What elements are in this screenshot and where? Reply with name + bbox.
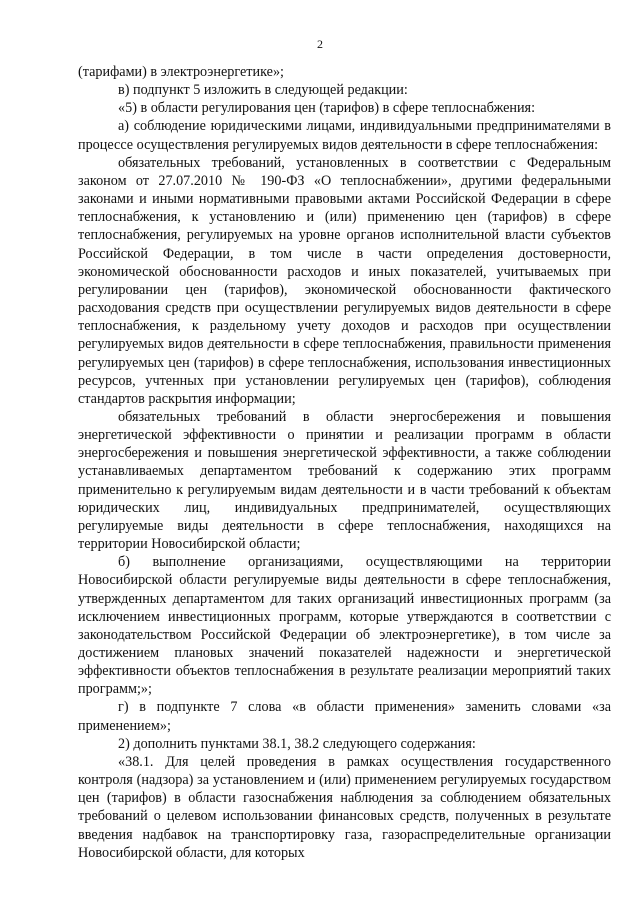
paragraph: обязательных требований в области энергосбережения и повышения энергетической эффективности о принятии и реализации программ в области энергосбережения и повышения энергетической эффективности, а также соблюдении устанавливаемых департаментом требований к содержанию этих программ применительно к регулируемым видам деятельности и в части требований к объектам юридических лиц, индивидуальных предпринимателей, осуществляющих регулируемые виды деятельности в сфере теплоснабжения, находящихся на территории Новосибирской области;	[78, 408, 611, 553]
paragraph: в) подпункт 5 изложить в следующей редакции:	[118, 82, 408, 99]
page-number: 2	[317, 37, 323, 51]
paragraph: г) в подпункте 7 слова «в области применения» заменить словами «за применением»;	[78, 699, 611, 734]
paragraph: «5) в области регулирования цен (тарифов) в сфере теплоснабжения:	[118, 100, 536, 117]
paragraph: 2) дополнить пунктами 38.1, 38.2 следующего содержания:	[118, 735, 476, 752]
document-body	[78, 63, 611, 862]
paragraph: обязательных требований, установленных в соответствии с Федеральным законом от 27.07.2010 № 190-ФЗ «О теплоснабжении», другими федеральными законами и иными нормативными правовыми актами Российской Федерации в сфере теплоснабжения, к установлению и (или) применению цен (тарифов) в сфере теплоснабжения, регулируемых на уровне органов исполнительной власти субъектов Российской Федерации, в том числе в части определения достоверности, экономической обоснованности расходов и иных показателей, учитываемых при регулировании цен (тарифов), экономической обоснованности фактического расходования средств при осуществлении регулируемых видов деятельности в сфере теплоснабжения, к раздельному учету доходов и расходов при осуществлении регулируемых видов деятельности в сфере теплоснабжения, правильности применения регулируемых цен (тарифов) в сфере теплоснабжения, использования инвестиционных ресурсов, учтенных при установлении регулируемых цен (тарифов), соблюдения стандартов раскрытия информации;	[78, 154, 611, 407]
paragraph: «38.1. Для целей проведения в рамках осуществления государственного контроля (надзора) за установлением и (или) применением регулируемых государством цен (тарифов) в области газоснабжения наблюдения за соблюдением обязательных требований о целевом использовании финансовых средств, полученных в результате введения надбавок на транспортировку газа, газораспределительные организации Новосибирской области, для которых	[78, 753, 611, 861]
paragraph: б) выполнение организациями, осуществляющими на территории Новосибирской области регулируемые виды деятельности в сфере теплоснабжения, утвержденных департаментом для таких организаций инвестиционных программ (за исключением инвестиционных программ, которые утверждаются в соответствии с законодательством Российской Федерации об электроэнергетике), в том числе за достижением плановых значений показателей надежности и энергетической эффективности объектов теплоснабжения в результате реализации мероприятий таких программ;»;	[78, 554, 611, 698]
paragraph: (тарифами) в электроэнергетике»;	[78, 64, 284, 80]
paragraph: а) соблюдение юридическими лицами, индивидуальными предпринимателями в процессе осуществления регулируемых видов деятельности в сфере теплоснабжения:	[78, 118, 611, 153]
